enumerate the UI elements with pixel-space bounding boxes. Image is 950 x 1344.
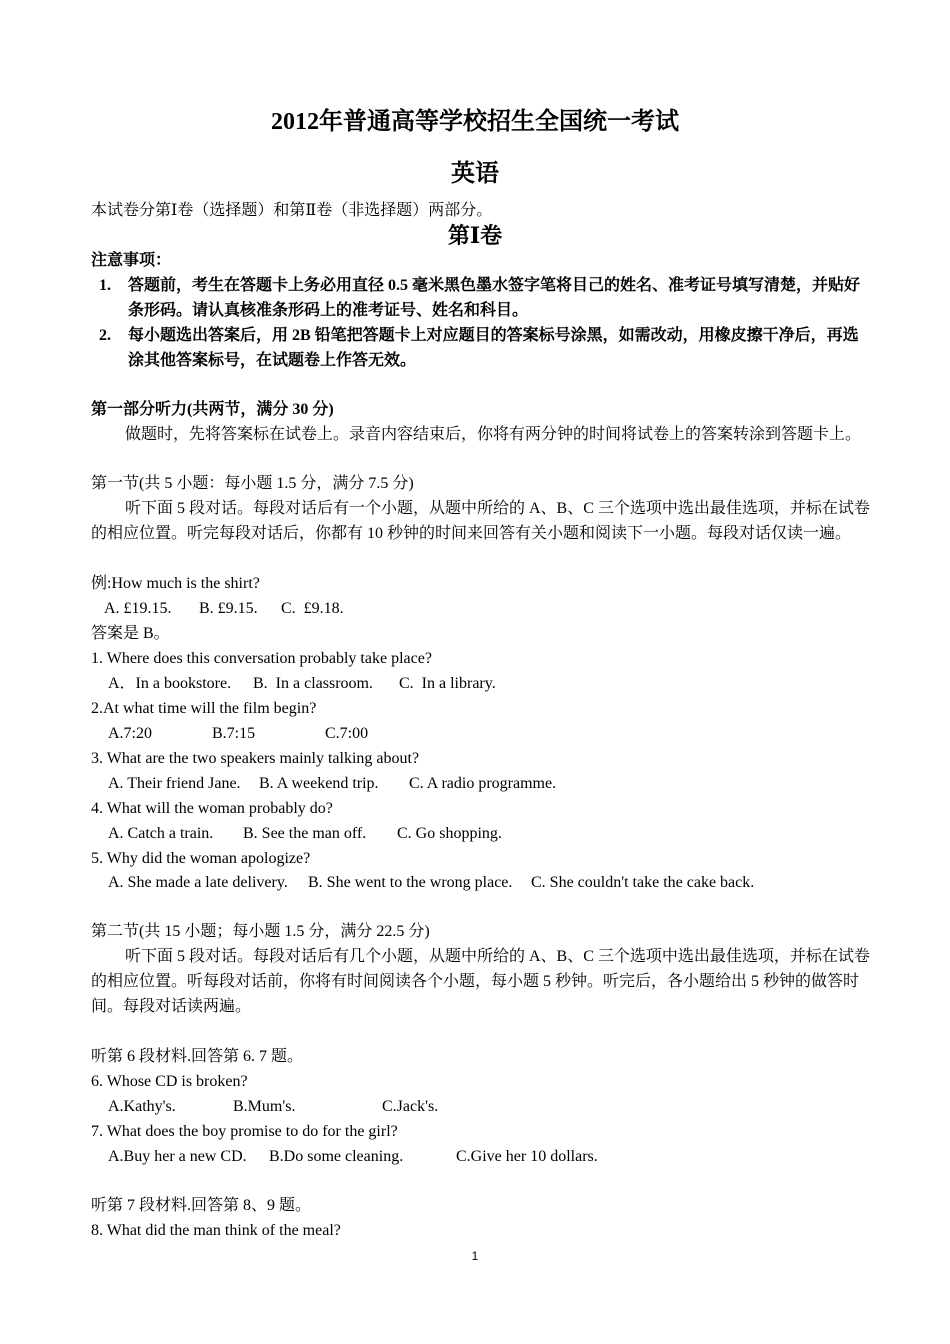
question-3: 3. What are the two speakers mainly talking about? (91, 750, 420, 767)
option-a: A. Their friend Jane. (108, 775, 241, 792)
section1-instruction: 听下面 5 段对话。每段对话后有一个小题，从题中所给的 A、B、C 三个选项中选出最佳选项，并标在试卷的相应位置。听完每段对话后，你都有 10 秒钟的时间来回答有关小题和阅读下一小题。每段对话仅读一遍。 (91, 500, 870, 542)
option-b: B. See the man off. (243, 825, 367, 842)
section2-heading: 第二节(共 15 小题；每小题 1.5 分，满分 22.5 分) (91, 923, 430, 940)
option-c: C.Jack's. (382, 1098, 439, 1115)
example-answer: 答案是 B。 (91, 625, 170, 642)
note-text: 答题前，考生在答题卡上务必用直径 0.5 毫米黑色墨水签字笔将目己的姓名、准考证号填写清楚，并贴好条形码。请认真核准条形码上的准考证号、姓名和科目。 (128, 277, 861, 319)
page-number: 1 (471, 1249, 479, 1263)
option-b: B. A weekend trip. (259, 775, 379, 792)
part1-heading: 第一部分听力(共两节，满分 30 分) (91, 401, 334, 418)
option-c: C.Give her 10 dollars. (456, 1148, 598, 1165)
subject-title: 英语 (451, 161, 499, 187)
question-7: 7. What does the boy promise to do for the girl? (91, 1123, 398, 1140)
option-a: A.7:20 (108, 725, 152, 742)
question-2: 2.At what time will the film begin? (91, 700, 317, 717)
option-b: B. She went to the wrong place. (308, 874, 513, 891)
material-6-heading: 听第 6 段材料.回答第 6. 7 题。 (91, 1048, 304, 1065)
option-a: A.Buy her a new CD. (108, 1148, 247, 1165)
question-1: 1. Where does this conversation probably take place? (91, 650, 432, 667)
section2-instruction: 听下面 5 段对话。每段对话后有几个小题，从题中所给的 A、B、C 三个选项中选出最佳选项，并标在试卷的相应位置。听每段对话前，你将有时间阅读各个小题，每小题 5 秒钟。听完后，各小题给出 5 秒钟的做答时间。每段对话读两遍。 (91, 948, 870, 1015)
option-a: A. She made a late delivery. (108, 874, 288, 891)
option-b: B.7:15 (212, 725, 256, 742)
question-5: 5. Why did the woman apologize? (91, 850, 311, 867)
note-text: 每小题选出答案后，用 2B 铅笔把答题卡上对应题目的答案标号涂黑，如需改动，用橡皮擦干净后，再选涂其他答案标号，在试题卷上作答无效。 (128, 327, 859, 369)
example-option: A. £19.15. (104, 600, 172, 617)
option-a: A. Catch a train. (108, 825, 214, 842)
note-number: 2. (99, 327, 111, 344)
question-8: 8. What did the man think of the meal? (91, 1222, 341, 1239)
option-c: C.7:00 (325, 725, 369, 742)
option-b: B. In a classroom. (253, 675, 373, 692)
option-b: B.Do some cleaning. (269, 1148, 404, 1165)
question-6: 6. Whose CD is broken? (91, 1073, 248, 1090)
option-c: C. A radio programme. (409, 775, 557, 792)
question-4: 4. What will the woman probably do? (91, 800, 333, 817)
option-a: A．In a bookstore. (108, 675, 232, 692)
notes-label: 注意事项： (91, 252, 172, 269)
material-7-heading: 听第 7 段材料.回答第 8、9 题。 (91, 1197, 312, 1214)
example-option: B. £9.15. (199, 600, 258, 617)
example-option: C. £9.18. (281, 600, 344, 617)
option-b: B.Mum's. (233, 1098, 296, 1115)
exam-title: 2012年普通高等学校招生全国统一考试 (271, 109, 679, 135)
volume-title: 第Ⅰ卷 (447, 223, 503, 248)
example-question: 例:How much is the shirt? (91, 575, 260, 592)
option-c: C. She couldn't take the cake back. (531, 874, 755, 891)
option-c: C. In a library. (399, 675, 496, 692)
option-c: C. Go shopping. (397, 825, 502, 842)
paper-intro: 本试卷分第Ⅰ卷（选择题）和第Ⅱ卷（非选择题）两部分。 (91, 202, 493, 219)
note-number: 1. (99, 277, 111, 294)
section1-heading: 第一节(共 5 小题：每小题 1.5 分，满分 7.5 分) (91, 475, 414, 492)
option-a: A.Kathy's. (108, 1098, 176, 1115)
part1-instruction: 做题时，先将答案标在试卷上。录音内容结束后，你将有两分钟的时间将试卷上的答案转涂到答题卡上。 (125, 426, 862, 443)
